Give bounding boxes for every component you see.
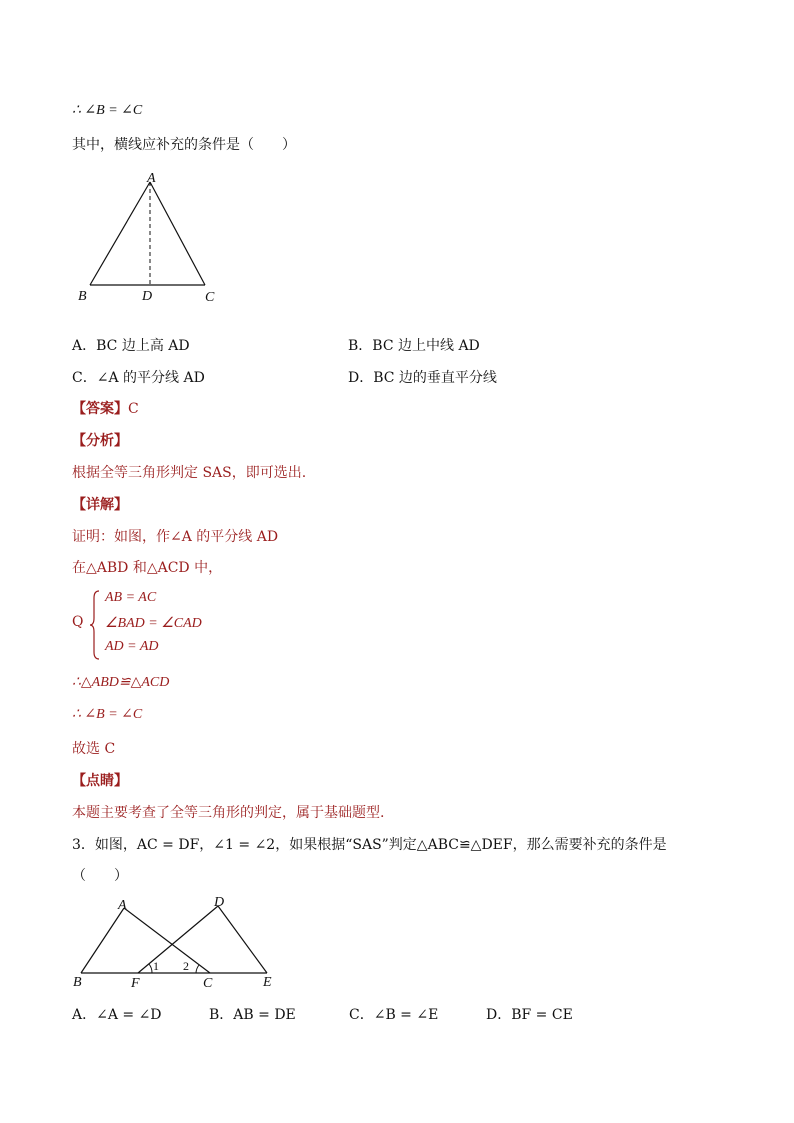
q3-option-a: A．∠A = ∠D: [72, 1007, 162, 1023]
detail-line-1: 证明：如图，作∠A 的平分线 AD: [72, 529, 279, 545]
label-e-2: E: [263, 975, 272, 990]
analysis-label: 【分析】: [72, 433, 128, 449]
side-ac: [150, 182, 205, 285]
detail-line-2: 在△ABD 和△ACD 中，: [72, 560, 223, 576]
therefore-congruent: ∴△ABD≌△ACD: [72, 675, 170, 690]
option-a: A．BC 边上高 AD: [72, 338, 190, 354]
q3-option-d: D．BF = CE: [486, 1007, 573, 1023]
comment-label: 【点睛】: [72, 773, 128, 789]
side-df: [138, 906, 218, 973]
q3-option-b: B．AB = DE: [209, 1007, 296, 1023]
label-c: C: [205, 290, 215, 305]
proof-system: [72, 588, 272, 660]
side-ab-2: [81, 908, 124, 973]
answer-value: C: [128, 401, 139, 417]
label-b: B: [78, 289, 87, 304]
q3-option-c: C．∠B = ∠E: [349, 1007, 439, 1023]
label-f-2: F: [131, 976, 140, 991]
angle-label-1: 1: [153, 959, 159, 973]
q3-stem: 3．如图，AC = DF，∠1 = ∠2，如果根据“SAS”判定△ABC≌△DEF，那么需要补充的条件是: [72, 837, 667, 853]
angle-label-2: 2: [183, 959, 189, 973]
label-a-2: A: [118, 898, 127, 913]
angle-arc-1: [149, 964, 152, 973]
label-b-2: B: [73, 975, 82, 990]
triangle-figure-2: [70, 892, 290, 992]
side-ac-2: [124, 908, 210, 973]
label-d-2: D: [214, 895, 225, 910]
answer-line: [72, 398, 139, 418]
system-row-2: ∠BAD = ∠CAD: [105, 616, 202, 631]
because-symbol: Q: [72, 614, 84, 630]
system-row-1: AB = AC: [105, 590, 157, 605]
question-line: 其中，横线应补充的条件是（ ）: [72, 137, 296, 153]
triangle-figure-1: [70, 168, 230, 308]
side-ab: [90, 182, 150, 285]
therefore-angles: ∴ ∠B = ∠C: [72, 707, 143, 722]
label-c-2: C: [203, 976, 213, 991]
analysis-text: 根据全等三角形判定 SAS，即可选出.: [72, 465, 307, 481]
q3-paren: （ ）: [72, 868, 128, 884]
option-b: B．BC 边上中线 AD: [348, 338, 480, 354]
answer-label: 【答案】: [72, 401, 128, 417]
choose-line: 故选 C: [72, 741, 116, 757]
option-d: D．BC 边的垂直平分线: [348, 370, 497, 386]
conclusion-line: ∴ ∠B = ∠C: [72, 103, 143, 118]
angle-arc-2: [196, 965, 199, 973]
comment-text: 本题主要考查了全等三角形的判定，属于基础题型.: [72, 805, 385, 821]
system-row-3: AD = AD: [105, 639, 159, 654]
option-c: C．∠A 的平分线 AD: [72, 370, 205, 386]
label-d: D: [142, 289, 153, 304]
left-brace: [90, 590, 100, 660]
detail-label: 【详解】: [72, 497, 128, 513]
side-de: [218, 906, 267, 973]
label-a: A: [147, 171, 156, 186]
